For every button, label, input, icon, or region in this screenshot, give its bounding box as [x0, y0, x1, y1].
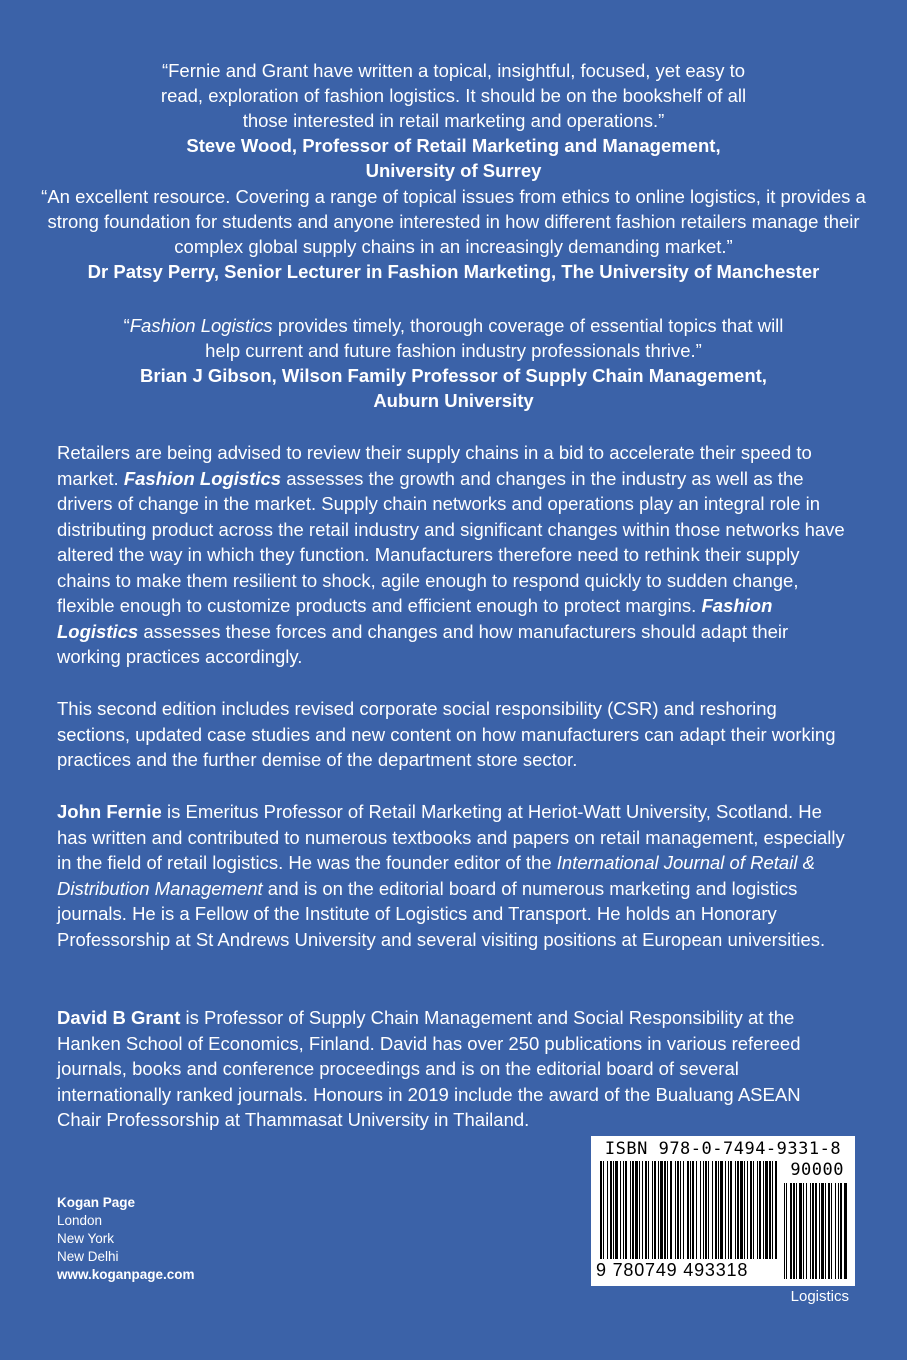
addon-bar	[803, 1183, 804, 1279]
quote-text-rest: provides timely, thorough coverage of essential topics that will help current and future fashion industry professionals thrive.”	[205, 315, 784, 361]
publisher-block	[57, 1194, 195, 1284]
barcode-bar	[652, 1161, 653, 1259]
barcode-bar	[740, 1161, 743, 1259]
barcode-bar	[683, 1161, 684, 1259]
barcode-bar	[677, 1161, 679, 1259]
quote-attribution: Dr Patsy Perry, Senior Lecturer in Fashion Marketing, The University of Manchester	[87, 261, 820, 282]
bio-text: is Professor of Supply Chain Management and Social Responsibility at the Hanken School of Economics, Finland. David has over 250 publications in various refereed journals, books and conference proceedings and is on the editorial board of several internationally ranked journals. Honours in 2019 include the award of the Bualuang ASEAN Chair Professorship at Thammasat University in Thailand.	[57, 1007, 801, 1130]
barcode-bar	[664, 1161, 666, 1259]
addon-bar	[784, 1183, 785, 1279]
barcode-bar	[757, 1161, 758, 1259]
barcode-bar	[715, 1161, 717, 1259]
barcode-bar	[625, 1161, 627, 1259]
subject-category: Logistics	[790, 1288, 849, 1305]
description-paragraph-1	[57, 440, 847, 670]
desc-text-b: assesses the growth and changes in the industry as well as the drivers of change in the market. Supply chain networks and operations play an integral role in distributing product across the retail industry and significant changes within those networks have altered the way in which they function. Manufacturers therefore need to rethink their supply chains to make them resilient to shock, agile enough to respond quickly to sudden change, flexible enough to customize products and efficient enough to protect margins.	[57, 467, 845, 616]
endorsement-quote-3	[40, 313, 867, 413]
barcode-bar	[675, 1161, 676, 1259]
barcode-bar	[600, 1161, 602, 1259]
barcode-bar	[775, 1161, 777, 1259]
barcode-bar	[615, 1161, 618, 1259]
barcode-bar	[607, 1161, 608, 1259]
barcode-bar	[610, 1161, 612, 1259]
barcode-bar	[725, 1161, 726, 1259]
barcode-bar	[648, 1161, 649, 1259]
barcode-bar	[620, 1161, 621, 1259]
bio-text-a: is Emeritus Professor of Retail Marketing at Heriot-Watt University, Scotland. He has written and contributed to numerous textbooks and papers on retail management, especially in the field of retail logistics. He was the founder editor of the	[57, 801, 845, 873]
barcode-bar	[687, 1161, 689, 1259]
barcode-bar	[718, 1161, 719, 1259]
barcode-bar	[744, 1161, 745, 1259]
barcode-bar	[642, 1161, 643, 1259]
barcode-bar	[720, 1161, 723, 1259]
barcode-bar	[630, 1161, 631, 1259]
author-name: John Fernie	[57, 801, 162, 822]
barcode-bar	[712, 1161, 713, 1259]
barcode-bar	[670, 1161, 672, 1259]
addon-bar	[806, 1183, 807, 1279]
addon-bar	[819, 1183, 820, 1279]
desc-text-a: Retailers are being advised to review their supply chains in a bid to accelerate their speed to market.	[57, 442, 812, 489]
addon-bar	[828, 1183, 830, 1279]
quote-text: “Fernie and Grant have written a topical, insightful, focused, yet easy to read, exploration of fashion logistics. It should be on the bookshelf of all those interested in retail marketing and operations.”	[160, 60, 747, 131]
publisher-city: London	[57, 1213, 103, 1228]
price-addon-digits: 90000	[790, 1160, 844, 1180]
author-bio-grant	[57, 1005, 847, 1133]
addon-bar	[810, 1183, 811, 1279]
barcode-bar	[708, 1161, 709, 1259]
addon-bar	[825, 1183, 826, 1279]
quote-open-mark: “	[123, 315, 130, 336]
barcode-bar	[692, 1161, 694, 1259]
barcode-bar	[703, 1161, 704, 1259]
publisher-city: New York	[57, 1231, 115, 1246]
barcode-bar	[700, 1161, 701, 1259]
barcode-bar	[603, 1161, 604, 1259]
barcode-bar	[645, 1161, 647, 1259]
barcode-bar	[765, 1161, 768, 1259]
addon-bar	[844, 1183, 847, 1279]
barcode-bar	[635, 1161, 638, 1259]
ean-digits: 9 780749 493318	[596, 1260, 749, 1280]
barcode-bar	[690, 1161, 691, 1259]
publisher-url: www.koganpage.com	[57, 1267, 195, 1282]
barcode-bar	[728, 1161, 729, 1259]
addon-bar	[793, 1183, 795, 1279]
barcode-bar	[654, 1161, 656, 1259]
barcode-bar	[737, 1161, 739, 1259]
barcode-bar	[667, 1161, 668, 1259]
description-paragraph-2: This second edition includes revised corporate social responsibility (CSR) and reshoring sections, updated case studies and new content on how manufacturers can adapt their working practices and the further demise of the department store sector.	[57, 698, 836, 770]
endorsement-quote-1	[40, 58, 867, 183]
addon-bar	[840, 1183, 842, 1279]
endorsement-quote-2	[40, 184, 867, 284]
author-bio-fernie	[57, 799, 847, 952]
author-name: David B Grant	[57, 1007, 181, 1028]
barcode-bar	[639, 1161, 640, 1259]
barcode-bar	[735, 1161, 736, 1259]
barcode-bar	[730, 1161, 732, 1259]
isbn-text: ISBN 978-0-7494-9331-8	[604, 1139, 842, 1159]
addon-bar	[796, 1183, 797, 1279]
isbn-barcode	[591, 1136, 855, 1286]
addon-bar	[821, 1183, 824, 1279]
quote-text	[120, 313, 787, 363]
addon-bar	[831, 1183, 832, 1279]
bio-text-b: and is on the editorial board of numerous marketing and logistics journals. He is a Fellow of the Institute of Logistics and Transport. He holds an Honorary Professorship at St Andrews University and several visiting positions at European universities.	[57, 877, 826, 950]
addon-bar	[812, 1183, 814, 1279]
publisher-city: New Delhi	[57, 1249, 119, 1264]
barcode-bar	[705, 1161, 707, 1259]
addon-bar	[799, 1183, 802, 1279]
barcode-bar	[759, 1161, 761, 1259]
barcode-bar	[632, 1161, 634, 1259]
barcode-bar	[680, 1161, 681, 1259]
quote-attribution: Steve Wood, Professor of Retail Marketing and Management, University of Surrey	[186, 135, 721, 181]
desc-text-c: assesses these forces and changes and how manufacturers should adapt their working practices accordingly.	[57, 620, 789, 667]
quote-attribution: Brian J Gibson, Wilson Family Professor of Supply Chain Management, Auburn University	[140, 365, 767, 411]
barcode-bar	[613, 1161, 614, 1259]
addon-bar	[838, 1183, 839, 1279]
book-title-emphasis: Fashion Logistics	[123, 467, 282, 489]
barcode-bar	[747, 1161, 748, 1259]
addon-bar	[790, 1183, 792, 1279]
barcode-bar	[750, 1161, 752, 1259]
barcode-bar	[696, 1161, 697, 1259]
barcode-bar	[772, 1161, 773, 1259]
barcode-bar	[753, 1161, 754, 1259]
quote-book-title: Fashion Logistics	[129, 315, 273, 336]
book-title-emphasis: Fashion Logistics	[57, 595, 773, 642]
addon-bar	[786, 1183, 787, 1279]
publisher-name: Kogan Page	[57, 1195, 136, 1210]
barcode-bar	[769, 1161, 771, 1259]
barcode-bar	[660, 1161, 663, 1259]
quote-text: “An excellent resource. Covering a range of topical issues from ethics to online logistics, it provides a strong foundation for students and anyone interested in how different fashion retailers manage their complex global supply chains in an increasingly demanding market.”	[41, 186, 866, 257]
addon-bar	[835, 1183, 836, 1279]
barcode-bar	[763, 1161, 764, 1259]
addon-bar	[815, 1183, 817, 1279]
barcode-bar	[623, 1161, 624, 1259]
barcode-bar	[658, 1161, 659, 1259]
journal-title: International Journal of Retail & Distribution Management	[57, 852, 815, 899]
